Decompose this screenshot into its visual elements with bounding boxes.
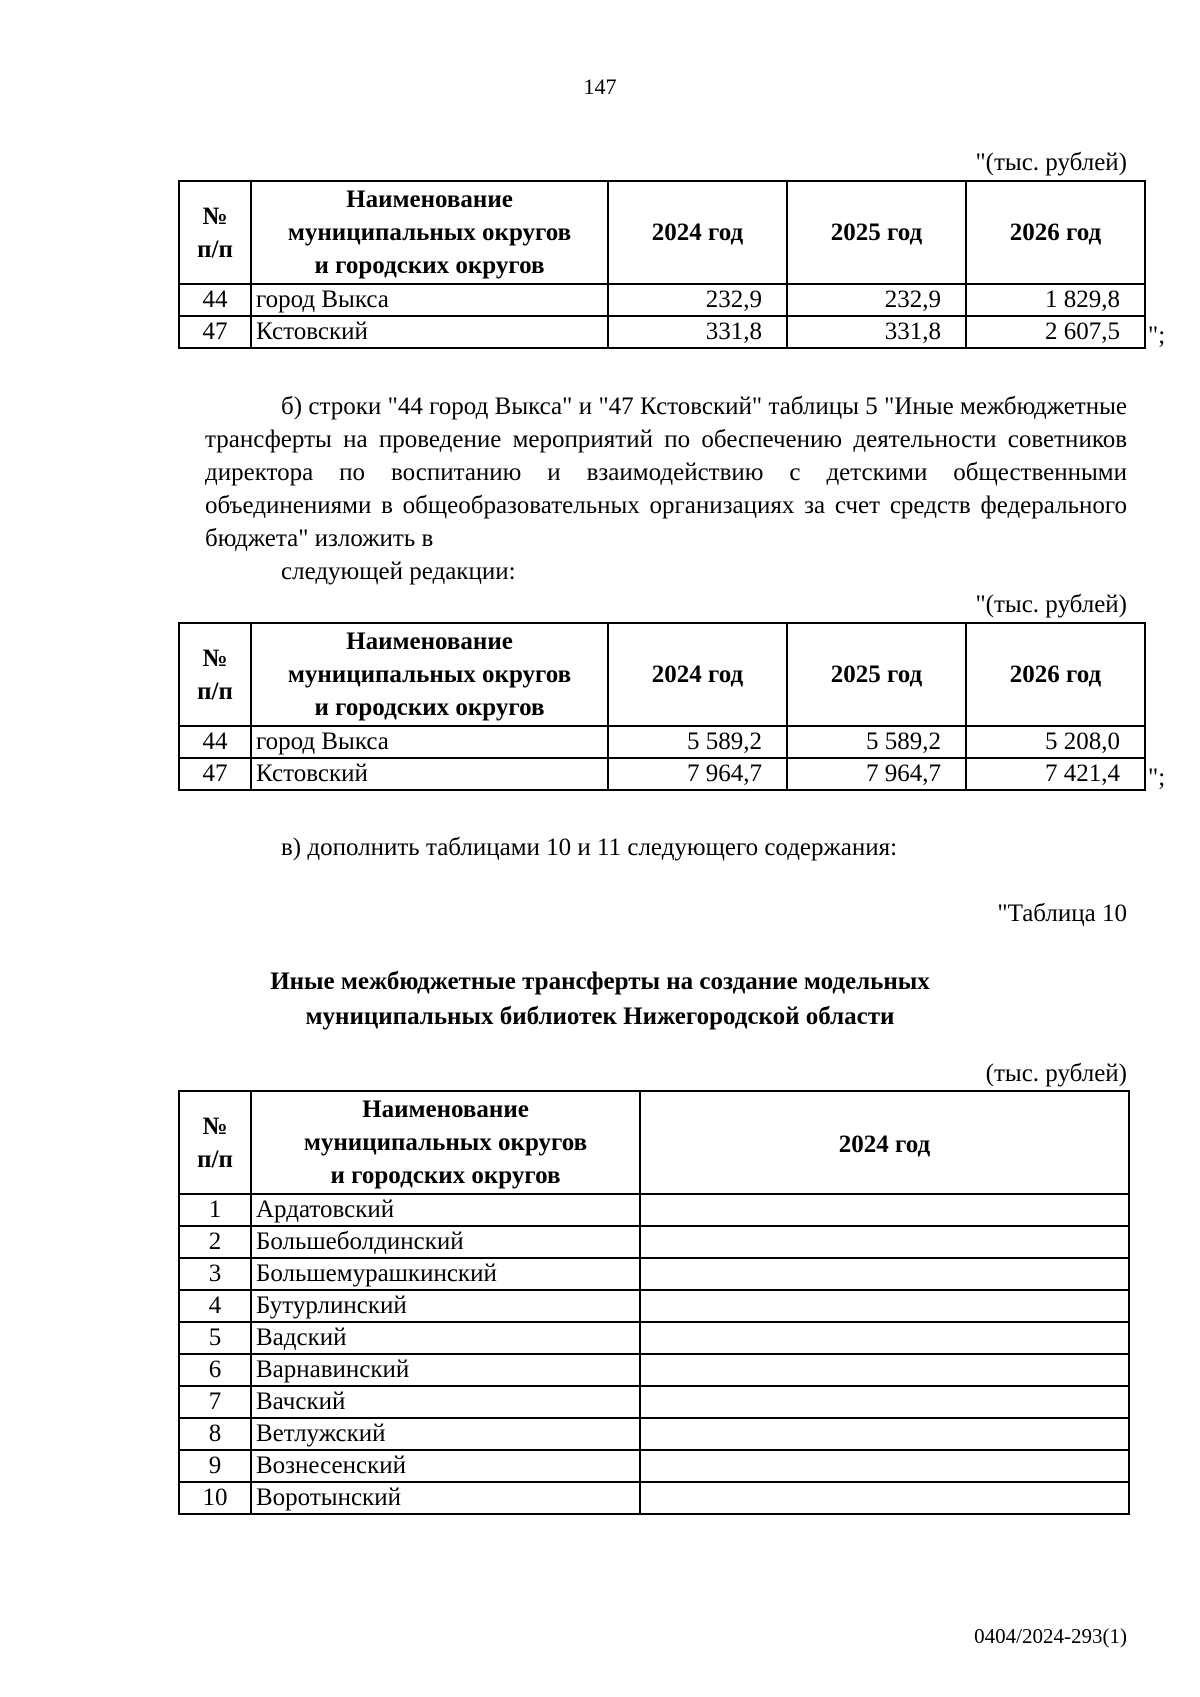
table-row [179,1322,1129,1354]
paragraph-b-text: б) строки "44 город Выкса" и "47 Кстовский" таблицы 5 "Иные межбюджетные трансферты на проведение мероприятий по обеспечению деятельности советников директора по воспитанию и взаимодействию с детскими общественными объединениями в общеобразовательных организациях за счет средств федерального бюджета" изложить в [205,393,1127,552]
table-row [179,1418,1129,1450]
row-2024: 7 964,7 [608,758,787,790]
row-2026: 2 607,5 [966,316,1145,348]
row-2025: 7 964,7 [787,758,966,790]
table-row [179,1226,1129,1258]
row-2026: 5 208,0 [966,726,1145,758]
table10-title-line2: муниципальных библиотек Нижегородской области [305,1003,895,1030]
table1-header-number: № п/п [179,181,251,284]
table-row [179,1258,1129,1290]
row-name: Вадский [251,1322,640,1354]
table2-header-number: № п/п [179,623,251,726]
table-row [179,758,1145,790]
table-row [179,284,1145,316]
row-2024 [640,1418,1129,1450]
row-2024 [640,1322,1129,1354]
row-2024: 232,9 [608,284,787,316]
paragraph-v: в) дополнить таблицами 10 и 11 следующего содержания: [281,834,898,861]
table-row [179,726,1145,758]
row-number: 4 [179,1290,251,1322]
page-number: 147 [583,74,617,99]
row-2024 [640,1290,1129,1322]
table-row [179,1194,1129,1226]
table10-title-line1: Иные межбюджетные трансферты на создание модельных [270,968,930,995]
table-row [179,316,1145,348]
table-row [179,1482,1129,1514]
table-row [179,1386,1129,1418]
document-code: 0404/2024-293(1) [974,1624,1127,1648]
row-2025: 232,9 [787,284,966,316]
row-number: 8 [179,1418,251,1450]
table2-header-name: Наименование муниципальных округов и городских округов [251,623,608,726]
row-2025: 5 589,2 [787,726,966,758]
row-2026: 1 829,8 [966,284,1145,316]
table3-header-2024: 2024 год [640,1091,1129,1194]
row-name: Кстовский [251,758,608,790]
table3-header-name: Наименование муниципальных округов и городских округов [251,1091,640,1194]
table1-header-name: Наименование муниципальных округов и городских округов [251,181,608,284]
row-2024 [640,1226,1129,1258]
table3 [178,1090,1130,1515]
paragraph-b-last-line: следующей редакции: [281,558,516,585]
row-2024 [640,1194,1129,1226]
table1-closing-quote: "; [1148,322,1166,349]
table1-header-2024: 2024 год [608,181,787,284]
row-name: город Выкса [251,284,608,316]
row-number: 10 [179,1482,251,1514]
table2-closing-quote: "; [1148,764,1166,791]
row-2024 [640,1258,1129,1290]
table3-header-number: № п/п [179,1091,251,1194]
row-2024 [640,1450,1129,1482]
table2-header-2024: 2024 год [608,623,787,726]
row-number: 7 [179,1386,251,1418]
row-2024: 5 589,2 [608,726,787,758]
row-name: Большеболдинский [251,1226,640,1258]
row-name: Большемурашкинский [251,1258,640,1290]
row-number: 47 [179,758,251,790]
row-2026: 7 421,4 [966,758,1145,790]
row-name: Вачский [251,1386,640,1418]
table2-header-2026: 2026 год [966,623,1145,726]
table-row [179,1290,1129,1322]
table2-unit: "(тыс. рублей) [975,591,1127,618]
table10-label: "Таблица 10 [997,900,1127,927]
row-2024 [640,1354,1129,1386]
row-name: Варнавинский [251,1354,640,1386]
table2 [178,622,1146,791]
row-number: 47 [179,316,251,348]
table1-header-2026: 2026 год [966,181,1145,284]
paragraph-b [205,390,1127,588]
row-number: 6 [179,1354,251,1386]
row-2025: 331,8 [787,316,966,348]
table3-unit: (тыс. рублей) [985,1060,1127,1087]
row-name: Вознесенский [251,1450,640,1482]
row-name: Воротынский [251,1482,640,1514]
row-number: 44 [179,726,251,758]
row-2024: 331,8 [608,316,787,348]
row-name: Ардатовский [251,1194,640,1226]
row-number: 5 [179,1322,251,1354]
table1-unit: "(тыс. рублей) [975,149,1127,176]
row-name: город Выкса [251,726,608,758]
row-number: 1 [179,1194,251,1226]
table-row [179,1354,1129,1386]
row-name: Кстовский [251,316,608,348]
row-2024 [640,1482,1129,1514]
table1 [178,180,1146,349]
row-number: 2 [179,1226,251,1258]
row-number: 9 [179,1450,251,1482]
table2-header-2025: 2025 год [787,623,966,726]
table-row [179,1450,1129,1482]
table1-header-2025: 2025 год [787,181,966,284]
row-name: Ветлужский [251,1418,640,1450]
row-number: 3 [179,1258,251,1290]
row-2024 [640,1386,1129,1418]
row-number: 44 [179,284,251,316]
row-name: Бутурлинский [251,1290,640,1322]
